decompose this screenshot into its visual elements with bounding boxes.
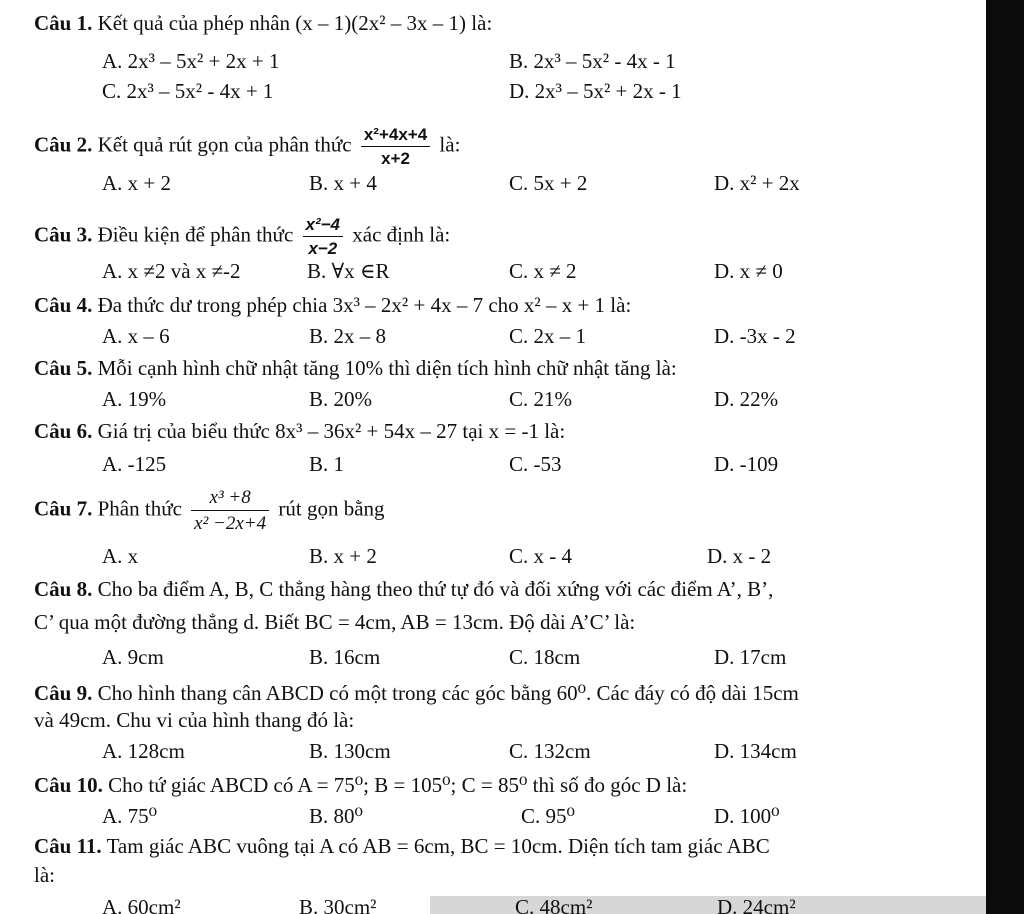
question-5: [34, 355, 677, 381]
option-b: B. 80⁰: [309, 804, 363, 828]
question-6: [34, 418, 565, 444]
option-d: D. x² + 2x: [714, 171, 800, 195]
option-b: B. 1: [309, 452, 345, 476]
question-3: [34, 216, 450, 257]
page-fold-shadow: [430, 896, 986, 914]
option-a: A. -125: [102, 452, 167, 476]
question-label: Câu 10.: [34, 773, 103, 797]
question-text: Kết quả rút gọn của phân thức: [97, 132, 352, 157]
option-d: D. 17cm: [714, 645, 787, 669]
option-b: B. 16cm: [309, 645, 381, 669]
option-d: D. 24cm²: [717, 895, 796, 914]
question-text: Giá trị của biểu thức 8x³ – 36x² + 54x – 27 tại x = -1 là:: [97, 419, 566, 443]
option-d: D. 134cm: [714, 739, 797, 763]
option-d: D. x - 2: [707, 544, 772, 568]
option-b: B. 2x³ – 5x² - 4x - 1: [509, 49, 676, 73]
option-c: C. 2x³ – 5x² - 4x + 1: [102, 79, 274, 103]
question-11: [34, 833, 770, 859]
question-tail: là:: [439, 132, 461, 157]
dark-right-edge: [986, 0, 1024, 914]
question-7: [34, 488, 385, 533]
question-2: [34, 126, 460, 167]
fraction: [303, 216, 344, 257]
option-a: A. x + 2: [102, 171, 172, 195]
option-a: A. x – 6: [102, 324, 170, 348]
option-c: C. 48cm²: [515, 895, 593, 914]
fraction: [191, 488, 269, 533]
option-c: C. x ≠ 2: [509, 259, 577, 283]
option-d: D. 100⁰: [714, 804, 780, 828]
question-text: Kết quả của phép nhân (x – 1)(2x² – 3x – 1) là:: [97, 11, 493, 35]
option-b: B. 2x – 8: [309, 324, 387, 348]
option-a: A. 60cm²: [102, 895, 181, 914]
option-c: C. x - 4: [509, 544, 572, 568]
option-c: C. 2x – 1: [509, 324, 587, 348]
question-text: Cho hình thang cân ABCD có một trong các góc bằng 60⁰. Các đáy có độ dài 15cm: [97, 681, 799, 705]
option-b: B. 20%: [309, 387, 372, 411]
question-tail: xác định là:: [352, 222, 451, 247]
question-label: Câu 7.: [34, 496, 93, 521]
fraction: [361, 126, 430, 167]
option-d: D. x ≠ 0: [714, 259, 783, 283]
option-d: D. -3x - 2: [714, 324, 796, 348]
option-a: A. 9cm: [102, 645, 164, 669]
option-a: A. 128cm: [102, 739, 185, 763]
option-d: D. -109: [714, 452, 779, 476]
option-a: A. 75⁰: [102, 804, 158, 828]
question-text: Cho tứ giác ABCD có A = 75⁰; B = 105⁰; C = 85⁰ thì số đo góc D là:: [108, 773, 688, 797]
option-d: D. 22%: [714, 387, 779, 411]
question-9-line-2: và 49cm. Chu vi của hình thang đó là:: [34, 708, 355, 732]
option-b: B. x + 2: [309, 544, 377, 568]
question-11-line-2: là:: [34, 863, 55, 887]
fraction-numerator: x²+4x+4: [361, 126, 430, 147]
question-tail: rút gọn bằng: [278, 496, 385, 521]
option-c: C. -53: [509, 452, 562, 476]
option-c: C. 5x + 2: [509, 171, 588, 195]
question-label: Câu 9.: [34, 681, 93, 705]
fraction-denominator: x−2: [308, 239, 338, 258]
question-8-line-2: C’ qua một đường thẳng d. Biết BC = 4cm, AB = 13cm. Độ dài A’C’ là:: [34, 610, 636, 634]
question-1: [34, 10, 492, 36]
question-4: [34, 292, 631, 318]
question-label: Câu 11.: [34, 834, 102, 858]
option-d: D. 2x³ – 5x² + 2x - 1: [509, 79, 682, 103]
question-9: [34, 680, 799, 706]
option-a: A. x: [102, 544, 139, 568]
fraction-numerator: x²−4: [303, 216, 344, 237]
option-b: B. 130cm: [309, 739, 391, 763]
question-label: Câu 6.: [34, 419, 93, 443]
fraction-denominator: x+2: [381, 149, 410, 168]
question-text: Điều kiện để phân thức: [97, 222, 294, 247]
option-a: A. 2x³ – 5x² + 2x + 1: [102, 49, 280, 73]
question-label: Câu 2.: [34, 132, 93, 157]
question-text: Cho ba điểm A, B, C thẳng hàng theo thứ tự đó và đối xứng với các điểm A’, B’,: [97, 577, 774, 601]
question-text: Đa thức dư trong phép chia 3x³ – 2x² + 4x – 7 cho x² – x + 1 là:: [97, 293, 632, 317]
option-c: C. 21%: [509, 387, 572, 411]
option-c: C. 95⁰: [521, 804, 575, 828]
option-b: B. x + 4: [309, 171, 377, 195]
question-label: Câu 1.: [34, 11, 93, 35]
option-a: A. 19%: [102, 387, 167, 411]
question-label: Câu 8.: [34, 577, 93, 601]
question-10: [34, 772, 687, 798]
option-a: A. x ≠2 và x ≠-2: [102, 259, 241, 283]
question-label: Câu 4.: [34, 293, 93, 317]
option-b: B. ∀x ∈R: [307, 259, 390, 283]
option-c: C. 132cm: [509, 739, 591, 763]
question-label: Câu 3.: [34, 222, 93, 247]
question-8: [34, 576, 773, 602]
fraction-denominator: x² −2x+4: [194, 513, 267, 534]
fraction-numerator: x³ +8: [191, 488, 269, 511]
question-label: Câu 5.: [34, 356, 93, 380]
question-text: Phân thức: [97, 496, 182, 521]
option-c: C. 18cm: [509, 645, 581, 669]
option-b: B. 30cm²: [299, 895, 377, 914]
question-text: Mỗi cạnh hình chữ nhật tăng 10% thì diện tích hình chữ nhật tăng là:: [97, 356, 677, 380]
question-text: Tam giác ABC vuông tại A có AB = 6cm, BC = 10cm. Diện tích tam giác ABC: [106, 834, 770, 858]
